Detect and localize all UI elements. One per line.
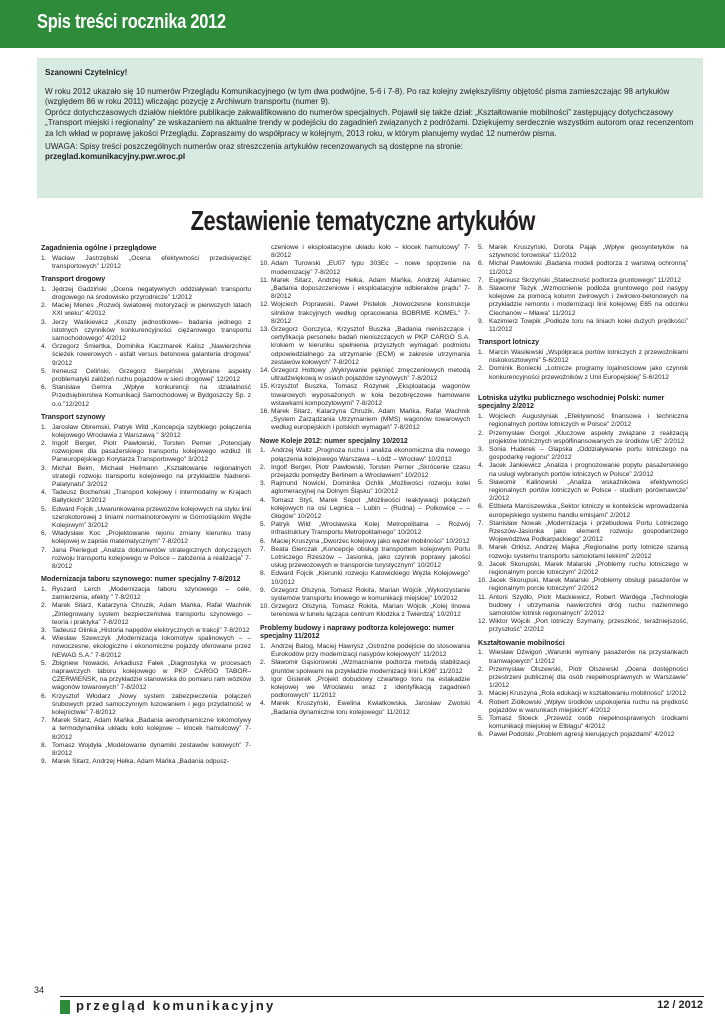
section-heading: Problemy budowy i naprawy podtorza kolejowego: numer specjalny 11/2012 — [260, 623, 455, 641]
list-item-number: 3. — [260, 675, 266, 683]
page-header-title: Spis treści rocznika 2012 — [37, 11, 226, 33]
list-item-text: Edward Fojcik „Uwarunkowania przewozów kolejowych na styku linii szerokotorowej z liniami normalnotorowymi w Górnośląskim Węźle Kolejowym” 3/2012 — [52, 505, 251, 529]
list-item — [260, 244, 470, 260]
list-item-number: 9. — [478, 317, 484, 325]
list-item-number: 6. — [41, 384, 47, 392]
list-item-text: Ingolf Berger, Piotr Pawłowski, Torsten Perner „Potencjały rozwojowe dla pasażerskiego transportu kolejowego wzdłuż III Paneuropejskiego Korytarza Transportowego” 3/2012 — [52, 439, 251, 464]
list-item-text: Igor Gisterek „Projekt dobudowy czwartego toru na estakadzie kolejowej we Wrocławiu wraz z identyfikacją zagadnień podtorowych” 11/2012 — [271, 675, 470, 700]
list-item — [478, 690, 688, 698]
list-item-text: Andrzej Waltz „Prognoza ruchu i analiza ekonomiczna dla nowego połączenia kolejowego Warszawa – Łódź – Wrocław” 10/2012 — [271, 447, 470, 463]
list-item — [41, 384, 251, 409]
list-item — [478, 731, 688, 739]
list-item-number: 11. — [260, 276, 269, 284]
list-item-number: 8. — [41, 741, 47, 749]
list-item-text: Sławomir Gąsiorowski „Wzmacnianie podtorza metodą stabilizacji gruntów spoiwami na przykładzie modernizacji linii LK96” 11/2012 — [271, 659, 470, 675]
list-item-text: Krzysztof Włodarz „Nowy system zabezpieczenia połączeń śrubowych przed samoczynnym luzowaniem i jego przydatność w kolejnictwie” 7-8/2012 — [52, 692, 251, 716]
section-heading: Transport lotniczy — [478, 338, 540, 347]
list-item-number: 4. — [41, 489, 47, 497]
column-2 — [260, 244, 470, 717]
list-item — [260, 301, 470, 326]
list-item-text: Beata Gierczak „Koncepcje obsługi transportem kolejowym Portu Lotniczego Rzeszów – Jasionka, jako czynnik poprawy jakości usług przewozowych w transporcie turystycznym” 10/2012 — [271, 545, 470, 570]
list-item — [478, 446, 688, 462]
list-item — [41, 424, 251, 440]
list-item-text: Tadeusz Glinka „Historia napędów elektrycznych w trakcji” 7-8/2012 — [52, 626, 250, 634]
list-item — [41, 319, 251, 344]
list-item-number: 1. — [41, 423, 47, 431]
list-item-number: 7. — [478, 519, 484, 527]
list-item — [41, 635, 251, 660]
list-item-number: 2. — [478, 365, 484, 373]
list-item-text: Ryszard Lerch „Modernizacja taboru szynowego – cele, zamierzenia, efekty ” 7-8/2012 — [52, 585, 251, 602]
list-item-number: 3. — [260, 480, 266, 488]
list-item-text: Michał Pawłowski „Badania modeli podtorza z warstwą ochronną” 11/2012 — [489, 260, 688, 276]
list-item-text: Jacek Skorupski, Marek Malarski „Problemy obsługi pasażerów w regionalnym porcie lotniczym” 2/2012 — [489, 577, 688, 593]
list-item — [478, 649, 688, 665]
list-item — [41, 255, 251, 271]
list-item — [478, 413, 688, 429]
list-item-number: 3. — [41, 626, 47, 634]
list-item-number: 7. — [41, 717, 47, 725]
list-item — [260, 480, 470, 496]
list-item-number: 2. — [260, 463, 266, 471]
list-item-number: 6. — [41, 530, 47, 538]
list-item-number: 11. — [478, 593, 487, 601]
list-item-text: Grzegorz Hottowy „Wykrywanie pęknięć zmęczeniowych metodą ultradźwiękową w osiach pojazdów szynowych” 7-8/2012 — [271, 367, 470, 383]
list-item-number: 8. — [478, 285, 484, 293]
list-item-text: Zbigniew Nowacki, Arkadiusz Fałek „Diagnostyka w procesach naprawczych taboru kolejowego w PKP CARGO TABOR– CZERWIEŃSK, na przykładzie stanowiska do pomiaru ram wózków wagonów towarowych” 7-8/2012 — [52, 659, 251, 692]
intro-greeting: Szanowni Czytelnicy! — [45, 68, 128, 77]
page-header — [0, 0, 725, 48]
list-item-text: Wiktor Wójcik „Port lotniczy Szymany, przeszłość, teraźniejszość, przyszłość” 2/2012 — [489, 618, 688, 634]
list-item-number: 10. — [260, 603, 270, 611]
list-item-number: 5. — [478, 244, 484, 251]
list-item-number: 1. — [478, 348, 484, 356]
list-item-number: 5. — [478, 478, 484, 486]
list-item-text: Jana Pieriegud „Analiza dokumentów strategicznych dotyczących rozwoju transportu kolejowego w Polsce – założenia a realizacja” 7-8/2012 — [52, 546, 251, 571]
list-item-text: Robert Ziółkowski „Wpływ środków uspokojenia ruchu na prędkość pojazdów w warunkach miejskich” 4/2012 — [489, 698, 688, 714]
list-item-number: 7. — [41, 546, 47, 554]
list-item-text: Krzysztof Buszka, Tomasz Rozynek „Eksploatacja wagonów towarowych wyposażonych w koła bezobręczowe hamowane wstawkami kompozytowymi” 7-8/2012 — [271, 383, 470, 407]
list-item-text: Tomasz Styś, Marek Sopot „Możliwości reaktywacji połączeń kolejowych na osi Legnica – Lubin – (Rudna) – Polkowice – – Głogów” 10/2012 — [271, 496, 470, 520]
list-item-text: czeniowe i eksploatacyjne układu koło – klocek hamulcowy” 7-8/2012 — [271, 244, 470, 260]
list-item-text: Andrzej Batog, Maciej Hawrysz „Ostrożne podejście do stosowania Eurokodów przy modernizacji nasypów kolejowych” 11/2012 — [271, 643, 470, 659]
list-item-number: 5. — [41, 367, 47, 375]
list-item — [41, 717, 251, 742]
list-item-text: Grzegorz Olszyna, Tomasz Rokita, Marian Wójcik „Wykorzystanie systemów transportu linowego w komunikacji miejskiej” 10/2012 — [271, 586, 470, 603]
list-item-number: 6. — [41, 692, 47, 700]
list-item-number: 2. — [478, 429, 484, 437]
list-item-number: 7. — [478, 276, 484, 284]
list-item — [478, 561, 688, 577]
list-item-number: 7. — [260, 545, 266, 553]
list-item-number: 15. — [260, 383, 270, 391]
list-item-number: 5. — [41, 505, 47, 513]
list-item — [41, 465, 251, 490]
list-item-number — [260, 244, 271, 260]
list-item-text: Marcin Wasilewski „Współpraca portów lotniczych z przewoźnikami niskokosztowymi” 5-6/2012 — [489, 348, 688, 365]
section-heading: Zagadnienia ogólne i przeglądowe — [41, 244, 157, 252]
list-item-number: 3. — [478, 690, 484, 698]
list-item-number: 8. — [260, 570, 266, 578]
list-item-number: 6. — [260, 537, 266, 545]
list-item-text: Eugeniusz Skrzyński „Stateczność podtorza gruntowego” 11/2012 — [489, 276, 681, 284]
intro-paragraph-1: W roku 2012 ukazało się 10 numerów Przeglądu Komunikacyjnego (w tym dwa podwójne, 5-6 i 7-8). Po raz kolejny zwiększyliśmy objętość pisma zamieszczając 98 artykułów (względem 86 w roku 2011) wliczając pozycję z Archiwum transportu (numer 9). — [45, 86, 670, 107]
list-item-text: Stanisław Nowak „Modernizacja i przebudowa Portu Lotniczego Rzeszów-Jasionka jako element rozwoju gospodarczego Województwa Podkarpackiego” 2/2012 — [489, 519, 688, 544]
list-item-text: Adam Turowski „EU07 typu 303Ec – nowe spojrzenie na modernizację” 7-8/2012 — [271, 260, 470, 276]
list-item-text: Sławomir Kalinowski „Analiza wskaźnikowa efektywności regionalnych portów lotniczych w Polsce - studium porównawcze” 2/2012 — [489, 478, 688, 503]
list-item-text: Dominik Boniecki „Lotnicze programy lojalnościowe jako czynnik konkurencyjności przewoźników z Unii Europejskiej” 5-6/2012 — [489, 365, 688, 381]
list-item-number: 2. — [41, 302, 47, 310]
list-item-text: Wiesław Dźwigoń „Warunki wymiany pasażerów na przystankach tramwajowych” 1/2012 — [489, 649, 688, 665]
list-item-text: Elżbieta Marciszewska „Sektor lotniczy w kontekście wprowadzenia europejskiego systemu handlu emisjami” 2/2012 — [489, 503, 688, 519]
list-item-text: Maciej Kruszyna „Dworzec kolejowy jako węzeł mobilności” 10/2012 — [271, 537, 470, 545]
list-item-text: Tadeusz Bocheński „Transport kolejowy i intermodalny w Krajach Bałtyckich” 3/2012 — [52, 489, 251, 505]
list-item — [260, 659, 470, 675]
list-item-text: Marek Sitarz, Katarzyna Chruzik, Adam Mańka, Rafał Wachnik „System Zarządzania Utrzymaniem (MMS) wagonów towarowych według europejskich i polskich wymagań” 7-8/2012 — [271, 408, 470, 432]
section-heading: Modernizacja taboru szynowego: numer specjalny 7-8/2012 — [41, 575, 241, 584]
list-item — [260, 700, 470, 716]
spacer — [478, 382, 688, 390]
list-item — [478, 260, 688, 276]
list-item-number: 4. — [478, 462, 484, 470]
list-item — [41, 286, 251, 302]
list-item-number: 16. — [260, 408, 270, 416]
list-item-number: 1. — [478, 413, 484, 421]
list-item-text: Jędrzej Gadziński „Ocena negatywnych oddziaływań transportu drogowego na środowisko przyrodnicze” 1/2012 — [52, 285, 251, 302]
list-item-text: Marek Sitarz, Andrzej Hełka, Adam Mańka, Andrzej Adamiec „Badania dopuszczeniowe i eksploatacyjne odbieraków prądu” 7-8/2012 — [271, 276, 470, 301]
list-item-number: 3. — [41, 318, 47, 326]
list-item-number: 6. — [478, 503, 484, 511]
brand-mark — [60, 1000, 70, 1014]
list-item — [41, 302, 251, 318]
list-item-number: 4. — [260, 700, 266, 708]
section-heading: Transport drogowy — [41, 275, 106, 284]
list-item — [478, 285, 688, 318]
list-item — [41, 343, 251, 368]
list-item — [478, 503, 688, 519]
list-item — [478, 666, 688, 691]
list-item — [41, 693, 251, 718]
list-item-number: 10. — [260, 260, 270, 268]
list-item-text: Maciej Kruszyna „Rola edukacji w kształtowaniu mobilności” 1/2012 — [489, 690, 687, 698]
intro-paragraph-2: Oprócz dotychczasowych działów niektóre publikacje zakwalifikowano do numerów specjalnych. Pojawił się także dział: „Kształtowanie mobilności” zastępujący dotychczasowy „Transport miejski i regionalny” ze wskazaniem na aktualne trendy w podejściu do zagadnień związanych z podróżami. Dziękujemy serdecznie wszystkim autorom oraz recenzentom za Ich wkład w poprawę jakości Przeglądu. Zapraszamy do współpracy w kolejnym, 2013 roku, w którym planujemy wydać 12 numerów pisma. — [45, 107, 694, 138]
list-item-text: Patryk Wild „Wrocławska Kolej Metropolitalna – Rozwój Infrastruktury Transportu Metropolitalnego” 10/2012 — [271, 521, 470, 537]
list-item — [478, 594, 688, 619]
list-item-text: Kazimierz Towpik „Podłoże toru na liniach kolei dużych prędkości” 11/2012 — [489, 317, 688, 334]
list-item-number: 6. — [478, 260, 484, 268]
list-item-text: Sławomir Teżyk „Wzmocnienie podłoża gruntowego pod nasypy kolejowe za pomocą kolumn żwirowych i żwirowo-betonowych na przykładzie remontu i modernizacji linii kolejowej E65 na odcinku Ciechanów – Mława” 11/2012 — [489, 285, 688, 317]
list-item-text: Rajmund Nowicki, Dominika Ochlik „Możliwości rozwoju kolei aglomeracyjnej na Dolnym Śląsku” 10/2012 — [271, 480, 470, 496]
section-heading: Lotniska użytku publicznego wschodniej Polski: numer specjalny 2/2012 — [478, 393, 665, 411]
section-heading: Kształtowanie mobilności — [478, 638, 565, 647]
section-heading: Transport szynowy — [41, 412, 106, 421]
list-item-text: Wojciech Augustyniak „Efektywność finansowa i techniczna regionalnych portów lotniczych w Polsce” 2/2012 — [489, 413, 688, 429]
list-item-number: 9. — [478, 560, 484, 568]
main-title-wrap — [0, 205, 725, 237]
list-item — [41, 368, 251, 384]
intro-paragraph-3: UWAGA: Spisy treści poszczególnych numerów oraz streszczenia artykułów recenzowanych są dostępne na stronie: — [45, 141, 464, 151]
intro-link[interactable]: przeglad.komunikacyjny.pwr.wroc.pl — [45, 152, 186, 162]
list-item-text: Marek Sitarz, Adam Mańka „Badania aerodynamiczne lokomotywy a termodynamika układu koło kolejowe – klocek hamulcowy” 7-8/2012 — [52, 717, 251, 741]
list-item-text: Jarosław Obremski, Patryk Wild „Koncepcja szybkiego połączenia kolejowego Wrocławia z Warszawą ” 3/2012 — [52, 423, 251, 439]
list-item-number: 1. — [260, 447, 266, 455]
list-item-number: 12. — [260, 301, 270, 309]
list-item-number: 8. — [478, 544, 484, 552]
list-item — [41, 758, 251, 766]
list-item-text: Stanisław Gemra „Wpływ konkurencji na działalność Przedsiębiorstwa Komunikacji Samochodowej w Bydgoszczy Sp. z o.o.”12/2012 — [52, 384, 251, 408]
list-item-number: 9. — [260, 586, 266, 594]
list-item — [260, 408, 470, 433]
list-item-text: Ireneusz Celiński, Grzegorz Sierpiński „Wybrane aspekty problematyki załóżeń ruchu pojazdów w sieci drogowej” 12/2012 — [52, 367, 251, 384]
list-item-text: Wiesław Szewczyk „Modernizacja lokomotyw spalinowych – – nowoczesne, ekologiczne i ekonomiczne pojazdy oferowane przez NEWAG S.A.” 7-8/2012 — [52, 635, 251, 659]
column-3 — [478, 244, 688, 740]
list-item-number: 2. — [478, 665, 484, 673]
list-item — [41, 586, 251, 602]
list-item-text: Grzegorz Śmiertka, Dominika Kaczmarek Kalisz „Nawierzchnie ścieżek rowerowych - asfalt versus betonowa galanteria drogowa” 9/2012 — [52, 343, 251, 367]
list-item-number: 12. — [478, 618, 488, 626]
list-item — [41, 547, 251, 572]
list-item-text: Przemysław Gorgol „Kluczowe aspekty związane z realizacją projektów lotnicznych współfinansowanych ze środków UE” 2/2012 — [489, 429, 688, 445]
list-item — [478, 479, 688, 504]
list-item-number: 10. — [478, 577, 488, 585]
list-item-number: 4. — [260, 496, 266, 504]
list-item-text: Sonia Huderek – Glapska „Oddziaływanie portu lotniczego na gospodarkę regionu” 2/2012 — [489, 445, 688, 462]
list-item — [260, 603, 470, 619]
list-item-number: 1. — [260, 643, 266, 651]
list-item-text: Marek Kruszyński, Ewelina Kwiatkowska, Jarosław Zwolski „Badania dynamiczne toru kolejowego” 11/2012 — [271, 700, 470, 716]
list-item — [41, 489, 251, 505]
list-item-number: 5. — [260, 521, 266, 529]
list-item — [478, 715, 688, 731]
list-item-text: Marek Sitarz, Katarzyna Chruzik, Adam Mańka, Rafał Wachnik „Zintegrowany system bezpieczeństwa transportu szynowego – teoria i praktyka” 7-8/2012 — [52, 602, 251, 626]
list-item — [41, 440, 251, 465]
list-item — [478, 365, 688, 381]
list-item — [260, 497, 470, 522]
list-item — [260, 521, 470, 537]
list-item — [260, 538, 470, 546]
list-item — [478, 699, 688, 715]
list-item-text: Jacek Skorupski, Marek Malarski „Problemy ruchu lotniczego w regionalnym porcie lotniczym” 2/2012 — [489, 560, 688, 577]
list-item — [260, 367, 470, 383]
list-item — [478, 244, 688, 260]
section-heading: Nowe Koleje 2012: numer specjalny 10/2012 — [260, 436, 408, 445]
list-item-text: Władysław Koc „Projektowanie rejonu zmiany kierunku trasy kolejowej w zapisie matematycznym” 7-8/2012 — [52, 530, 251, 546]
list-item-number: 2. — [260, 659, 266, 667]
list-item-number: 2. — [41, 439, 47, 447]
issue-number: 12 / 2012 — [657, 999, 703, 1011]
list-item — [478, 544, 688, 560]
list-item-text: Jerzy Waśkiewicz „Koszty jednostkowe– badania jednego z istotnych czynników konkurencyjności ciężarowego transportu samochodowego” 4/2012 — [52, 318, 251, 343]
main-title: Zestawienie tematyczne artykułów — [190, 205, 535, 236]
journal-brand: przegląd komunikacyjny — [76, 998, 276, 1013]
list-item — [478, 618, 688, 634]
list-item — [260, 383, 470, 408]
list-item — [260, 326, 470, 367]
list-item — [260, 546, 470, 571]
list-item-number: 14. — [260, 367, 270, 375]
list-item-number: 1. — [41, 285, 47, 293]
list-item — [478, 430, 688, 446]
list-item — [478, 318, 688, 334]
list-item — [260, 260, 470, 276]
list-item-number: 2. — [41, 602, 47, 610]
column-1 — [41, 244, 251, 766]
list-item — [41, 742, 251, 758]
list-item-number: 4. — [478, 698, 484, 706]
list-item-number: 3. — [478, 445, 484, 453]
list-item-number: 4. — [41, 635, 47, 643]
list-item-text: Wacław Jastrzębski „Ocena efektywności przedsięwzięć transportowych” 1/2012 — [52, 254, 251, 270]
list-item-text: Michał Beim, Michael Heilmann „Kształtowanie regionalnych strategii rozwoju transportu kolejowego na przykładzie Nadrenii-Palatynatu” 3/2012 — [52, 464, 251, 488]
list-item-text: Wojciech Poprawski, Paweł Pistelok „Nowoczesne konstrukcje silników trakcyjnych według opracowania BOBRME KOMEL” 7-8/2012 — [271, 301, 470, 325]
list-item-text: Grzegorz Olszyna, Tomasz Rokita, Marian Wójcik „Kolej linowa terenowa w tunelu łącząca centrum Kłodzka z Twierdzą” 10/2012 — [271, 603, 470, 619]
list-item-text: Marek Kruszyński, Dorota Pająk „Wpływ geosyntetyków na sztywność torowiska” 11/2012 — [489, 244, 688, 260]
list-item-text: Antoni Szydło, Piotr Mackiewicz, Robert Wardęga „Technologie budowy i utrzymania nawierzchni dróg ruchu naziemnego samolotów lotnisk regionalnych” 2/2012 — [489, 593, 688, 618]
list-item-text: Paweł Podolski „Problem agresji kierujących pojazdami” 4/2012 — [489, 731, 675, 739]
list-item — [41, 530, 251, 546]
intro-box — [37, 58, 703, 198]
page-number: 34 — [34, 985, 45, 995]
list-item-text: Przemysław Olszewski, Piotr Olszewski „Ocena dostępności przestrzeni publicznej dla osób niepełnosprawnych w Warszawie” 1/2012 — [489, 665, 688, 690]
list-item — [260, 643, 470, 659]
list-item-text: Edward Fojcik „Kierunki rozwoju Katowickiego Węzła Kolejowego” 10/2012 — [271, 570, 470, 586]
list-item-text: Tomasz Wojdyła „Modelowanie dynamiki zestawów kołowych” 7-8/2012 — [52, 741, 251, 757]
list-item-number: 1. — [41, 254, 47, 262]
list-item-number: 13. — [260, 326, 270, 334]
list-item-number: 9. — [41, 758, 47, 766]
list-item-number: 6. — [478, 731, 484, 739]
list-item — [478, 577, 688, 593]
list-item — [41, 506, 251, 531]
list-item-number: 5. — [478, 714, 484, 722]
list-item — [260, 587, 470, 603]
list-item-text: Jacek Jankiewicz „Analiza i prognozowanie popytu pasażerskiego na usługi wybranych portów lotniczych w Polsce” 2/2012 — [489, 462, 688, 478]
list-item — [478, 520, 688, 545]
list-item — [41, 627, 251, 635]
list-item — [478, 462, 688, 478]
list-item — [260, 676, 470, 701]
list-item — [260, 464, 470, 480]
list-item-number: 4. — [41, 343, 47, 351]
list-item-text: Grzegorz Gorczyca, Krzysztof Buszka „Badania nieniszczące i certyfikacja personelu badań nieniszczących w PKP CARGO S.A. krokiem w kierunku spełnienia przyszłych wymagań podmiotu odpowiedzialnego za utrzymanie (ECM) w zakresie utrzymania zestawów kołowych” 7-8/2012 — [271, 326, 470, 366]
list-item-number: 1. — [41, 585, 47, 593]
list-item-text: Tomasz Stoeck „Przewóz osób niepełnosprawnych środkami komunikacji miejskiej w Elblągu” 4/2012 — [489, 714, 688, 731]
list-item-number: 5. — [41, 659, 47, 667]
list-item — [260, 277, 470, 302]
list-item-number: 1. — [478, 649, 484, 657]
list-item-number: 3. — [41, 464, 47, 472]
list-item — [478, 277, 688, 285]
list-item — [260, 570, 470, 586]
list-item — [478, 349, 688, 365]
list-item — [260, 447, 470, 463]
list-item-text: Maciej Menes „Rozwój światowej motoryzacji w pierwszych latach XXI wieku” 4/2012 — [52, 302, 251, 318]
list-item-text: Ingolf Berger, Piotr Pawłowski, Torsten Perner „Skrócenie czasu przejazdu pomiędzy Berlinem a Wrocławiem” 10/2012 — [271, 463, 470, 479]
list-item — [41, 602, 251, 627]
list-item-text: Marek Sitarz, Andrzej Hełka, Adam Mańka „Badania odpusz- — [52, 758, 230, 766]
list-item-text: Marek Orkisz, Andrzej Majka „Regionalne porty lotnicze szansą rozwoju systemu transportu samolotami lekkimi” 2/2012 — [489, 544, 688, 560]
list-item — [41, 660, 251, 693]
